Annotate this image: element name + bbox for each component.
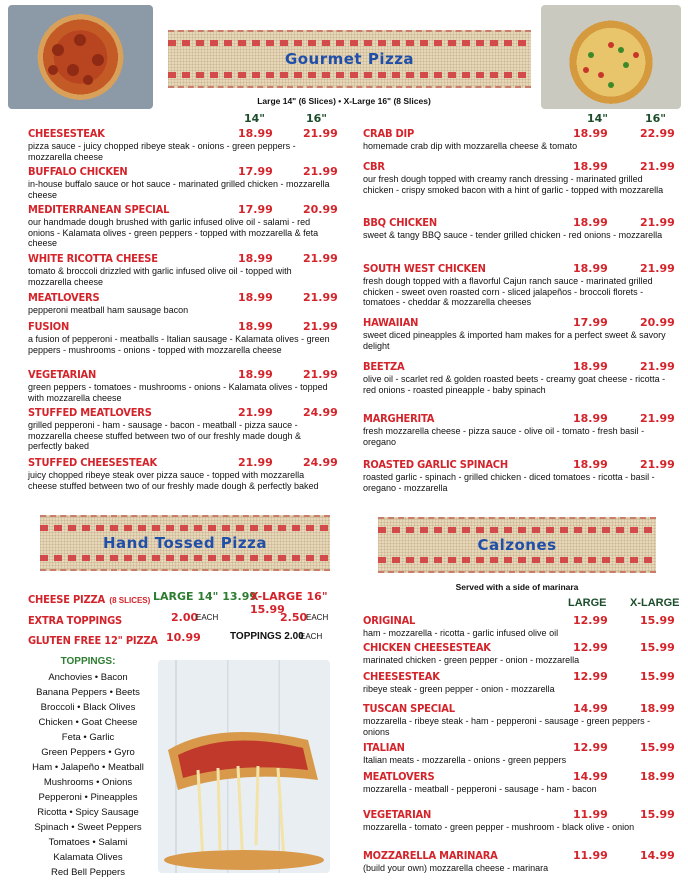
hand-tossed-title: Hand Tossed Pizza (102, 534, 268, 552)
item-price-xlarge: 21.99 (640, 360, 675, 373)
item-price-xlarge: 21.99 (303, 165, 338, 178)
item-price-large: 21.99 (238, 456, 273, 469)
gluten-free-label: GLUTEN FREE 12" PIZZA (28, 634, 158, 647)
topping-line: Pepperoni • Pineapples (38, 792, 138, 803)
col-16-right: 16" (645, 112, 667, 125)
item-price-large: 17.99 (573, 316, 608, 329)
vegetable-toppings-icon (541, 5, 681, 109)
item-name: SOUTH WEST CHICKEN (363, 262, 486, 275)
item-description: juicy chopped ribeye steak over pizza sauce - topped with mozzarella cheese stuffed between two of our freshly made dough & perfectly baked (28, 470, 319, 491)
item-description: fresh dough topped with a flavorful Cajun ranch sauce - marinated grilled chicken - sweet oven roasted corn - sliced jalapeños - broccoli florets - tomatoes - cheddar & mozzarella cheeses (363, 276, 653, 307)
item-price-large: 18.99 (573, 160, 608, 173)
item-price-xlarge: 21.99 (640, 160, 675, 173)
extra-price-xlarge: 2.50 (280, 611, 308, 624)
item-name: MARGHERITA (363, 412, 435, 425)
item-description: pepperoni meatball ham sausage bacon (28, 305, 189, 315)
item-name: BEETZA (363, 360, 405, 373)
topping-line: Red Bell Peppers (51, 867, 125, 878)
cheese-pull-photo (158, 660, 330, 873)
extra-toppings-label: EXTRA TOPPINGS (28, 614, 122, 627)
gourmet-right-item (363, 127, 673, 152)
item-price-large: 18.99 (573, 216, 608, 229)
item-description: mozzarella - ribeye steak - ham - pepperoni - sausage - green peppers - onions (363, 716, 651, 737)
item-price-large: 18.99 (573, 127, 608, 140)
gourmet-banner (168, 30, 531, 88)
item-description: homemade crab dip with mozzarella cheese & tomato (363, 141, 578, 151)
topping-line: Spinach • Sweet Peppers (34, 822, 142, 833)
item-price-xlarge: 24.99 (303, 406, 338, 419)
gourmet-right-item (363, 458, 673, 493)
item-description: grilled pepperoni - ham - sausage - bacon - meatball - pizza sauce - mozzarella cheese stuffed between two of our freshly made dough & perfectly baked (28, 420, 301, 451)
gourmet-left-item (28, 252, 338, 287)
item-name: BUFFALO CHICKEN (28, 165, 128, 178)
gourmet-sizes: Large 14" (6 Slices) • X-Large 16" (8 Slices) (257, 96, 431, 106)
item-price-xlarge: 15.99 (640, 614, 675, 627)
gourmet-right-item (363, 316, 673, 351)
item-description: fresh mozzarella cheese - pizza sauce - olive oil - tomato - fresh basil - oregano (363, 426, 645, 447)
item-price-large: 18.99 (238, 127, 273, 140)
gourmet-left-item (28, 165, 338, 200)
item-name: MOZZARELLA MARINARA (363, 849, 498, 862)
item-description: pizza sauce - juicy chopped ribeye steak - onions - green peppers - mozzarella cheese (28, 141, 296, 162)
item-price-large: 17.99 (238, 165, 273, 178)
topping-line: Ricotta • Spicy Sausage (37, 807, 139, 818)
item-description: marinated chicken - green pepper - onion - mozzarella (363, 655, 580, 665)
item-price-xlarge: 14.99 (640, 849, 675, 862)
pepperoni-pizza-photo (8, 5, 153, 109)
item-description: green peppers - tomatoes - mushrooms - onions - Kalamata olives - topped with mozzarella cheese (28, 382, 328, 403)
cheese-pizza-label: CHEESE PIZZA (28, 593, 105, 606)
gourmet-right-item (363, 216, 673, 241)
item-price-xlarge: 24.99 (303, 456, 338, 469)
item-name: CHEESESTEAK (28, 127, 105, 140)
extra-each-2: EACH (306, 613, 329, 622)
pizza-slice-icon (158, 660, 330, 873)
extra-toppings-row (28, 611, 333, 629)
item-price-large: 11.99 (573, 849, 608, 862)
calzones-subtitle: Served with a side of marinara (455, 582, 579, 592)
calzones-banner (378, 517, 656, 573)
item-name: FUSION (28, 320, 70, 333)
cheese-xlarge-price: X-LARGE 16" 15.99 (250, 590, 328, 616)
topping-line: Ham • Jalapeño • Meatball (32, 762, 144, 773)
item-name: MEATLOVERS (28, 291, 100, 304)
item-price-large: 12.99 (573, 741, 608, 754)
item-price-xlarge: 21.99 (640, 412, 675, 425)
calzones-large-header: LARGE (568, 597, 607, 609)
gourmet-title: Gourmet Pizza (284, 50, 415, 68)
item-description: tomato & broccoli drizzled with garlic infused olive oil - topped with mozzarella cheese (28, 266, 292, 287)
gourmet-left-item (28, 291, 338, 316)
col-14-right: 14" (587, 112, 609, 125)
item-description: sweet diced pineapples & imported ham makes for a perfect sweet & savory delight (363, 330, 666, 351)
item-description: (build your own) mozzarella cheese - marinara (363, 863, 549, 873)
item-description: olive oil - scarlet red & golden roasted beets - creamy goat cheese - ricotta - red onions - roasted pineapple - baby spinach (363, 374, 666, 395)
item-name: STUFFED MEATLOVERS (28, 406, 152, 419)
gluten-free-each: EACH (300, 632, 323, 641)
item-price-large: 18.99 (573, 262, 608, 275)
item-price-xlarge: 21.99 (303, 291, 338, 304)
gourmet-right-item (363, 360, 673, 395)
item-price-xlarge: 21.99 (303, 320, 338, 333)
gourmet-right-item (363, 160, 673, 195)
item-price-large: 18.99 (573, 458, 608, 471)
extra-price-large: 2.00 (171, 611, 199, 624)
item-description: mozzarella - tomato - green pepper - mushroom - black olive - onion (363, 822, 635, 832)
topping-line: Tomatoes • Salami (48, 837, 128, 848)
item-price-xlarge: 20.99 (640, 316, 675, 329)
item-name: MEATLOVERS (363, 770, 435, 783)
item-price-large: 12.99 (573, 670, 608, 683)
gluten-free-toppings: TOPPINGS 2.00 (230, 631, 304, 642)
topping-line: Kalamata Olives (53, 852, 123, 863)
item-price-xlarge: 18.99 (640, 770, 675, 783)
item-price-xlarge: 20.99 (303, 203, 338, 216)
item-price-large: 18.99 (573, 360, 608, 373)
toppings-title: TOPPINGS: (60, 656, 116, 667)
extra-each-1: EACH (196, 613, 219, 622)
calzone-item (363, 702, 675, 737)
calzones-title: Calzones (477, 536, 557, 554)
toppings-list (28, 670, 148, 880)
item-price-xlarge: 21.99 (303, 252, 338, 265)
item-price-xlarge: 15.99 (640, 741, 675, 754)
item-price-large: 18.99 (238, 320, 273, 333)
item-name: BBQ CHICKEN (363, 216, 437, 229)
item-price-large: 12.99 (573, 614, 608, 627)
calzone-item (363, 741, 675, 766)
gluten-free-row (28, 631, 333, 649)
item-price-xlarge: 21.99 (640, 458, 675, 471)
veggie-pizza-photo (541, 5, 681, 109)
calzone-item (363, 670, 675, 695)
topping-line: Broccoli • Black Olives (40, 702, 136, 713)
item-description: a fusion of pepperoni - meatballs - Italian sausage - Kalamata olives - green peppers - mushrooms - onions - topped with mozzarella cheese (28, 334, 330, 355)
item-price-large: 12.99 (573, 641, 608, 654)
item-name: STUFFED CHEESESTEAK (28, 456, 157, 469)
item-name: VEGETARIAN (363, 808, 432, 821)
item-price-large: 18.99 (573, 412, 608, 425)
item-price-xlarge: 21.99 (640, 216, 675, 229)
item-name: HAWAIIAN (363, 316, 419, 329)
hand-tossed-banner (40, 515, 330, 571)
item-name: TUSCAN SPECIAL (363, 702, 455, 715)
calzones-xlarge-header: X-LARGE (630, 597, 680, 609)
cheese-large-price: LARGE 14" 13.99 (153, 590, 258, 603)
item-price-large: 14.99 (573, 702, 608, 715)
item-price-xlarge: 21.99 (640, 262, 675, 275)
topping-line: Banana Peppers • Beets (36, 687, 140, 698)
col-14-left: 14" (244, 112, 266, 125)
item-price-xlarge: 15.99 (640, 670, 675, 683)
calzone-item (363, 770, 675, 795)
topping-line: Anchovies • Bacon (48, 672, 128, 683)
topping-line: Mushrooms • Onions (43, 777, 133, 788)
gourmet-left-item (28, 406, 338, 452)
topping-line: Green Peppers • Gyro (41, 747, 135, 758)
gourmet-left-item (28, 203, 338, 249)
item-price-xlarge: 15.99 (640, 808, 675, 821)
item-price-large: 18.99 (238, 368, 273, 381)
topping-line: Feta • Garlic (61, 732, 115, 743)
item-name: CBR (363, 160, 385, 173)
calzone-item (363, 614, 675, 639)
item-price-large: 18.99 (238, 252, 273, 265)
item-description: our handmade dough brushed with garlic infused olive oil - salami - red onions - Kalamata olives - green peppers - topped with mozzarella & feta cheese (28, 217, 319, 248)
item-price-xlarge: 22.99 (640, 127, 675, 140)
item-name: VEGETARIAN (28, 368, 97, 381)
gourmet-left-item (28, 456, 338, 491)
item-price-large: 11.99 (573, 808, 608, 821)
item-name: CHEESESTEAK (363, 670, 440, 683)
item-name: MEDITERRANEAN SPECIAL (28, 203, 170, 216)
item-name: WHITE RICOTTA CHEESE (28, 252, 158, 265)
item-description: Italian meats - mozzarella - onions - green peppers (363, 755, 567, 765)
gourmet-left-item (28, 320, 338, 355)
item-description: in-house buffalo sauce or hot sauce - marinated grilled chicken - mozzarella cheese (28, 179, 330, 200)
item-price-xlarge: 21.99 (303, 368, 338, 381)
gourmet-left-item (28, 368, 338, 403)
calzone-item (363, 808, 675, 833)
item-description: mozzarella - meatball - pepperoni - sausage - ham - bacon (363, 784, 597, 794)
item-name: CRAB DIP (363, 127, 415, 140)
calzone-item (363, 641, 675, 666)
item-name: ROASTED GARLIC SPINACH (363, 458, 508, 471)
item-price-large: 17.99 (238, 203, 273, 216)
gourmet-right-item (363, 412, 673, 447)
item-description: ham - mozzarella - ricotta - garlic infused olive oil (363, 628, 559, 638)
item-description: our fresh dough topped with creamy ranch dressing - marinated grilled chicken - crispy smoked bacon with a hint of garlic - topped with mozzarella (363, 174, 664, 195)
gourmet-left-item (28, 127, 338, 162)
item-name: ORIGINAL (363, 614, 416, 627)
gourmet-right-item (363, 262, 673, 308)
cheese-pizza-slices: (8 SLICES) (109, 596, 151, 605)
item-name: ITALIAN (363, 741, 405, 754)
item-price-large: 18.99 (238, 291, 273, 304)
item-description: roasted garlic - spinach - grilled chicken - diced tomatoes - ricotta - basil - oregano - mozzarella (363, 472, 655, 493)
item-name: CHICKEN CHEESESTEAK (363, 641, 491, 654)
col-16-left: 16" (306, 112, 328, 125)
item-description: sweet & tangy BBQ sauce - tender grilled chicken - red onions - mozzarella (363, 230, 663, 240)
topping-line: Chicken • Goat Cheese (38, 717, 138, 728)
item-price-xlarge: 21.99 (303, 127, 338, 140)
gluten-free-price: 10.99 (166, 631, 201, 644)
cheese-pizza-row (28, 590, 333, 616)
item-price-large: 14.99 (573, 770, 608, 783)
item-price-large: 21.99 (238, 406, 273, 419)
item-price-xlarge: 18.99 (640, 702, 675, 715)
pepperoni-icon (8, 5, 153, 109)
item-description: ribeye steak - green pepper - onion - mozzarella (363, 684, 555, 694)
item-price-xlarge: 15.99 (640, 641, 675, 654)
calzone-item (363, 849, 675, 874)
